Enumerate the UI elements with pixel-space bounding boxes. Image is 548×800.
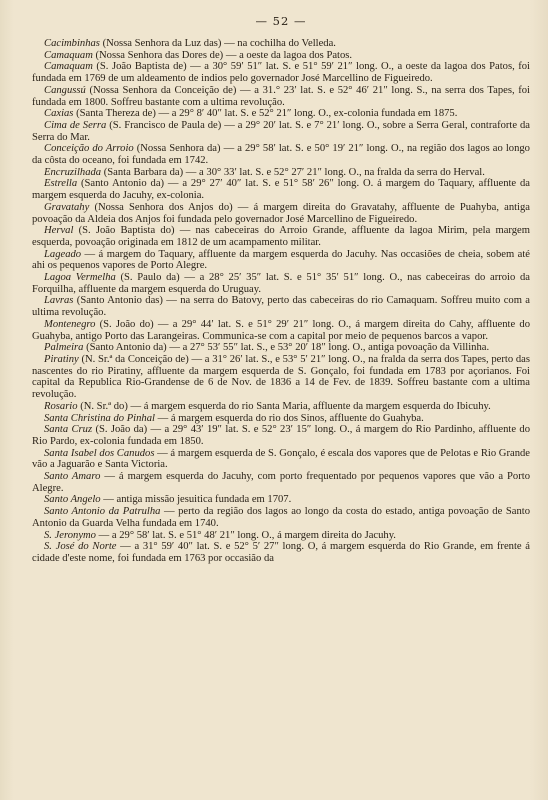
entry-place-name: Palmeira: [44, 342, 84, 354]
entry-description: (Nossa Senhora dos Anjos do) — á margem direita do Gravatahy, affluente de Puahyba, antiga povoação da Aldeia dos Anjos foi fundada pelo governador José Marcellino de Figueiredo.: [32, 201, 530, 225]
entry-place-name: Conceição do Arroio: [44, 143, 134, 155]
entry-description: (S. João Baptista do) — nas cabeceiras do Arroio Grande, affluente da lagoa Mirim, pela margem esquerda, povoação originada em 1812 de um acampamento militar.: [32, 225, 530, 248]
entry-paragraph: [32, 401, 530, 413]
entry-place-name: Santo Amaro: [44, 471, 101, 483]
entry-place-name: Santo Angelo: [44, 494, 101, 506]
entry-paragraph: [32, 202, 530, 225]
entry-paragraph: [32, 178, 530, 201]
entry-description: (Nossa Senhora da Luz das) — na cochilha do Velleda.: [99, 38, 336, 49]
entry-description: (Santo Antonio da) — a 29° 27′ 40″ lat. S. e 51° 58′ 26″ long. O. á margem do Taquary, affluente da margem esquerda do Jacuhy, ex-colonia.: [32, 178, 530, 202]
entry-place-name: Santa Cruz: [44, 424, 93, 436]
entry-place-name: Cima de Serra: [44, 119, 107, 131]
entry-place-name: Encruzilhada: [44, 166, 102, 178]
entry-description: — perto da região dos lagos ao longo da costa do estado, antiga povoação de Santo Antonio da Guarda Velha fundada em 1740.: [32, 506, 530, 529]
entry-place-name: Camaquam: [44, 61, 93, 73]
entry-paragraph: [32, 354, 530, 401]
entry-place-name: Piratiny: [44, 353, 79, 365]
entry-description: (Santo Antonio das) — na serra do Batovy, perto das cabeceiras do rio Camaquam. Soffreu muito com a ultima revolução.: [32, 295, 530, 319]
entry-paragraph: [32, 471, 530, 494]
entry-description: — á margem esquerda do rio dos Sinos, affluente do Guahyba.: [154, 412, 424, 424]
entry-place-name: Santa Isabel dos Canudos: [44, 447, 155, 459]
entry-paragraph: [32, 38, 530, 50]
entry-paragraph: [32, 342, 530, 354]
entry-place-name: Cangussú: [44, 84, 86, 96]
entry-place-name: Gravatahy: [44, 201, 90, 213]
entry-place-name: Estrella: [44, 178, 78, 190]
entry-paragraph: [32, 167, 530, 179]
entry-description: (Nossa Senhora da) — a 29° 58′ lat. S. e 50° 19′ 21″ long. O., na região dos lagos ao longo da côsta do oceano, foi fundada em 1742.: [32, 143, 530, 167]
entry-place-name: Rosario: [44, 400, 78, 412]
entry-list: [32, 38, 530, 565]
entry-description: (Santa Barbara da) — a 30° 33′ lat. S. e 52° 27′ 21″ long. O., na fralda da serra do Herval.: [101, 166, 485, 178]
entry-description: — antiga missão jesuitica fundada em 1707.: [100, 494, 292, 506]
entry-description: (S. Paulo da) — a 28° 25′ 35″ lat. S. e 51° 35′ 51″ long. O., nas cabeceiras do arroio da Forquilha, affluente da margem esquerda do Uruguay.: [32, 272, 530, 295]
entry-paragraph: [32, 108, 530, 120]
entry-paragraph: [32, 61, 530, 84]
entry-paragraph: [32, 50, 530, 62]
entry-paragraph: [32, 413, 530, 425]
entry-place-name: Lavras: [44, 295, 74, 307]
entry-place-name: Santo Antonio da Patrulha: [44, 506, 161, 518]
entry-description: (S. João Baptista de) — a 30° 59′ 51″ lat. S. e 51° 59′ 21″ long. O., a oeste da lagoa dos Patos, foi fundada em 1769 de um aldeamento de indios pelo governador José Marcellino de Figueiredo.: [32, 61, 530, 85]
entry-paragraph: [32, 225, 530, 248]
entry-place-name: S. Jeronymo: [44, 529, 96, 541]
entry-description: — á margem esquerda de S. Gonçalo, é escala dos vapores que de Pelotas e Rio Grande vão a Jaguarão e Santa Victoria.: [32, 447, 530, 471]
entry-description: (S. João do) — a 29° 44′ lat. S. e 51° 29′ 21″ long. O., á margem direita do Cahy, affluente do Guahyba, antigo Porto das Larangeiras. Communica-se com a capital por meio de pequenos barcos a vapor.: [32, 318, 530, 342]
entry-paragraph: [32, 541, 530, 564]
entry-paragraph: [32, 85, 530, 108]
entry-paragraph: [32, 295, 530, 318]
entry-place-name: Montenegro: [44, 318, 96, 330]
entry-description: (Nossa Senhora das Dores de) — a oeste da lagoa dos Patos.: [92, 49, 353, 61]
entry-description: — a 31° 59′ 40″ lat. S. e 52° 5′ 27″ long. O, á margem esquerda do Rio Grande, em frente á cidade d'este nome, foi fundada em 1763 por occasião da: [32, 541, 530, 564]
entry-description: — a 29° 58′ lat. S. e 51° 48′ 21″ long. O., á margem direita do Jacuhy.: [95, 529, 396, 541]
entry-description: (Santa Thereza de) — a 29° 8′ 40″ lat. S. e 52° 21″ long. O., ex-colonia fundada em 1875.: [73, 108, 458, 120]
entry-description: (Nossa Senhora da Conceição de) — a 31.° 23′ lat. S. e 52° 46′ 21″ long. S., na serra dos Tapes, foi fundada em 1800. Soffreu bastante com a ultima revolução.: [32, 84, 530, 108]
entry-paragraph: [32, 494, 530, 506]
entry-description: — á margem do Taquary, affluente da margem esquerda do Jacuhy. Nas occasiões de cheia, sobem até ahi os pequenos vapores de Porto Alegre.: [32, 248, 530, 272]
entry-place-name: S. José do Norte: [44, 541, 117, 553]
entry-paragraph: [32, 448, 530, 471]
entry-place-name: Herval: [44, 225, 74, 237]
entry-description: (S. João da) — a 29° 43′ 19″ lat. S. e 52° 23′ 15″ long. O., á margem do Rio Pardinho, affluente do Rio Pardo, ex-colonia fundada em 1850.: [32, 424, 530, 447]
entry-paragraph: [32, 506, 530, 529]
entry-description: (Santo Antonio da) — a 27° 53′ 55″ lat. S., e 53° 20′ 18″ long. O., antiga povoação da Villinha.: [83, 342, 490, 354]
entry-place-name: Camaquam: [44, 49, 93, 61]
entry-description: (S. Francisco de Paula de) — a 29° 20′ lat. S. e 7° 21′ long. O., sobre a Serra Geral, contraforte da Serra do Mar.: [32, 119, 530, 143]
entry-paragraph: [32, 319, 530, 342]
entry-description: (N. Sr.ª do) — á margem esquerda do rio Santa Maria, affluente da margem esquerda do Ibicuhy.: [77, 400, 491, 412]
entry-description: — á margem esquerda do Jacuhy, com porto frequentado por pequenos vapores que vão a Porto Alegre.: [32, 471, 530, 494]
entry-place-name: Santa Christina do Pinhal: [44, 412, 155, 424]
entry-place-name: Cacimbinhas: [44, 38, 100, 49]
entry-paragraph: [32, 249, 530, 272]
entry-place-name: Caxias: [44, 108, 74, 120]
entry-paragraph: [32, 424, 530, 447]
entry-paragraph: [32, 272, 530, 295]
entry-description: (N. Sr.ª da Conceição de) — a 31° 26′ lat. S., e 53° 5′ 21″ long. O., na fralda da serra dos Tapes, perto das nascentes do rio Piratiny, affluente da margem esquerda de S. Gonçalo, foi fundada em 1783 por açorianos. Foi capital da Republica Rio-Grandense de 6 de Nov. de 1836 a 14 de Fev. de 1839. Soffreu bastante com a ultima revolução.: [32, 353, 530, 401]
entry-paragraph: [32, 120, 530, 143]
entry-paragraph: [32, 530, 530, 542]
entry-paragraph: [32, 143, 530, 166]
entry-place-name: Lageado: [44, 248, 82, 260]
entry-place-name: Lagoa Vermelha: [44, 272, 116, 284]
page-number: — 52 —: [255, 14, 307, 28]
